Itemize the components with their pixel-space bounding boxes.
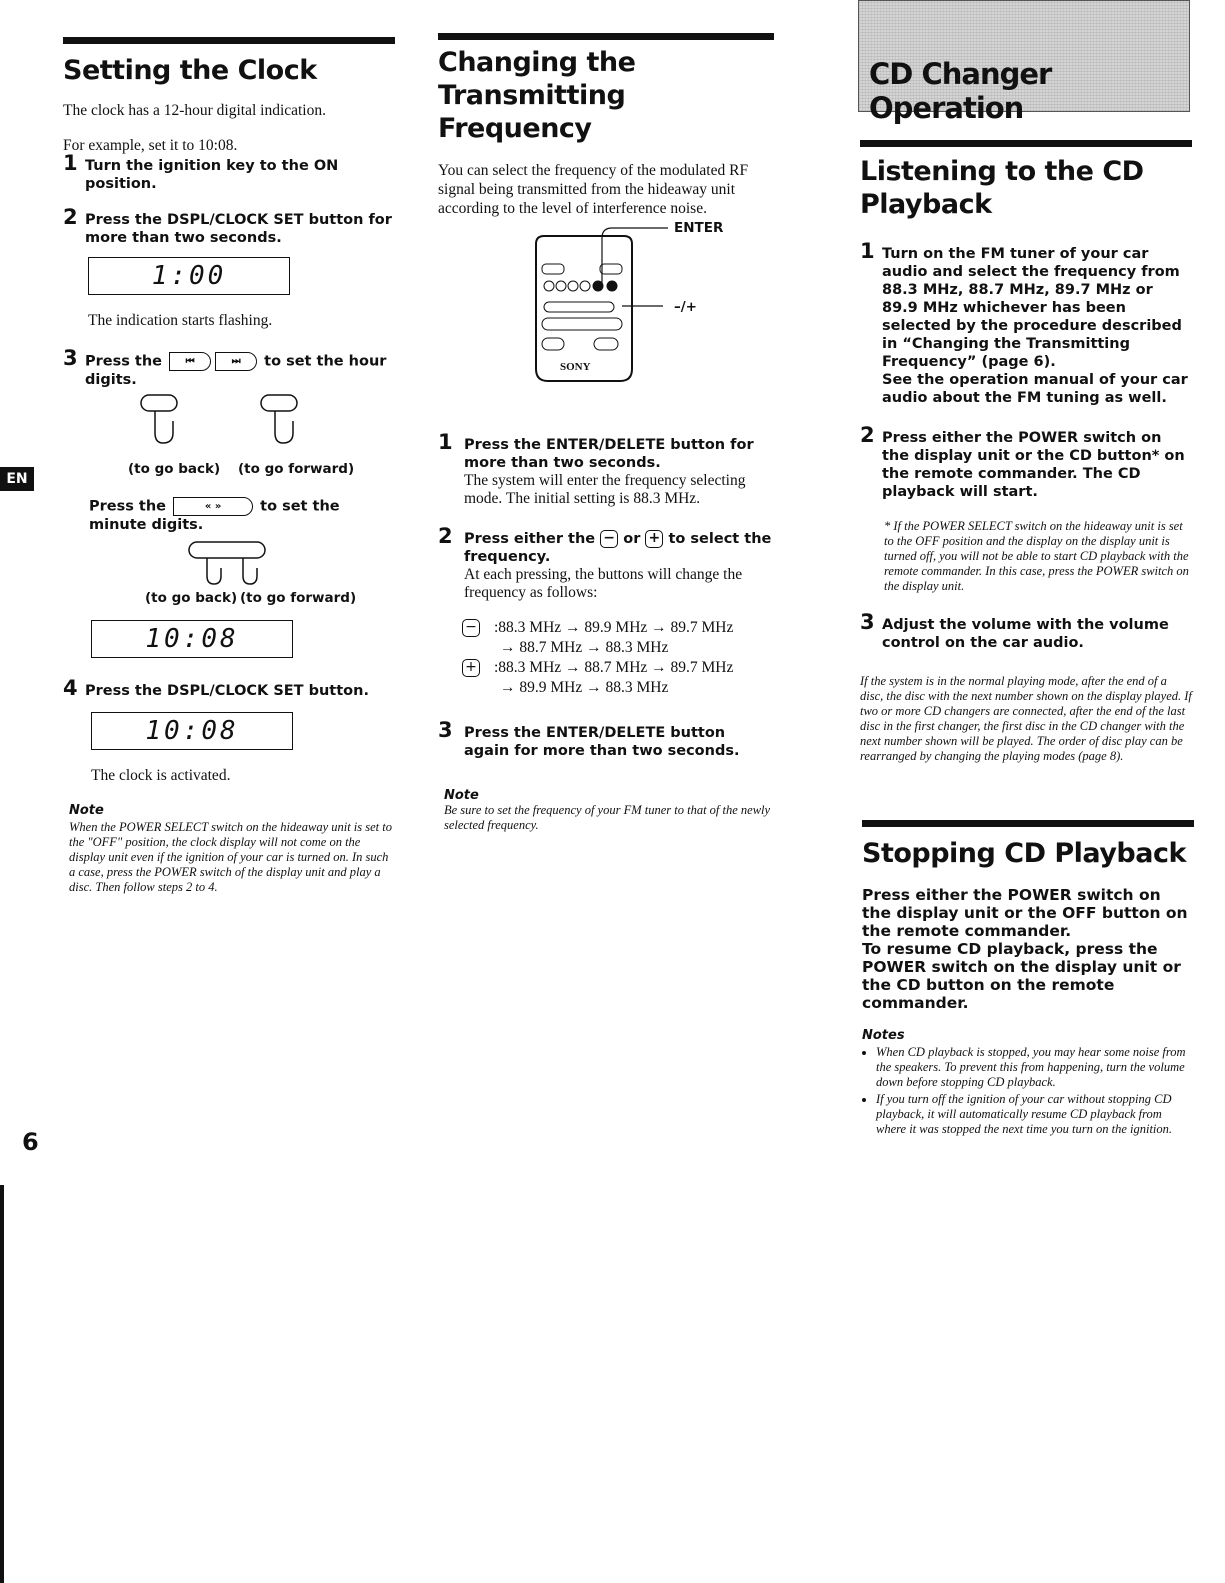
freq-note: Be sure to set the frequency of your FM tuner to that of the newly selected frequency. (444, 803, 771, 832)
freq-note-heading: Note (444, 788, 479, 803)
frequency-sequence: − :88.3 MHz → 89.9 MHz → 89.7 MHz → 88.7 MHz → 88.3 MHz + :88.3 MHz → 88.7 MHz → 89.7 MHz → 89.9 MHz → 88.3 MHz (438, 618, 774, 698)
minute-buttons-illustration (63, 538, 395, 590)
chapter-banner: CD Changer Operation (858, 0, 1190, 112)
flash-text: The indication starts flashing. (88, 312, 273, 329)
language-tab: EN (0, 467, 34, 491)
cd-step-3: 3 Adjust the volume with the volume control on the car audio. (860, 610, 1169, 651)
back-label-2: (to go back) (145, 590, 238, 606)
cd-footnote: * If the POWER SELECT switch on the hideaway unit is set to the OFF position and the display on the display unit is turned off, you will not be able to start CD playback with the remote commander. In this case, press the POWER switch on the display unit. (884, 519, 1189, 593)
frequency-section (438, 33, 774, 833)
cd-step-2: 2 Press either the POWER switch on the display unit or the CD button* on the remote commander. The CD playback will start. (860, 423, 1185, 500)
clock-display-1: 1:00 (88, 257, 290, 295)
note-item: • If you turn off the ignition of your car without stopping CD playback, it will automatically resume CD playback from where it was stopped the next time you turn on the ignition. (876, 1092, 1194, 1137)
clock-example: For example, set it to 10:08. (63, 137, 238, 154)
plus-icon: + (645, 530, 663, 548)
plus-icon: + (462, 659, 480, 677)
clock-note: When the POWER SELECT switch on the hideaway unit is set to the "OFF" position, the clock display will not come on the display unit even if the ignition of your car is turned on. In such a case, press the POWER switch of the display unit and play a disc. Then follow steps 2 to 4. (69, 820, 393, 894)
freq-step-3: 3 Press the ENTER/DELETE button again for more than two seconds. (438, 718, 740, 759)
activated-text: The clock is activated. (91, 767, 231, 784)
hour-buttons-illustration (63, 391, 395, 461)
forward-label: (to go forward) (238, 461, 355, 477)
stop-title: Stopping CD Playback (862, 838, 1186, 869)
remote-brand: SONY (560, 361, 591, 373)
stop-section (862, 820, 1194, 1139)
clock-step-4: 4 Press the DSPL/CLOCK SET button. (63, 676, 369, 700)
stop-notes-heading: Notes (862, 1028, 905, 1043)
rocker-press-icon (185, 538, 285, 588)
stop-text-2: To resume CD playback, press the POWER switch on the display unit or the CD button on the remote commander. (862, 940, 1181, 1012)
section-rule (63, 37, 395, 44)
section-rule (860, 140, 1192, 147)
frequency-intro: You can select the frequency of the modulated RF signal being transmitted from the hideaway unit according to the level of interference noise. (438, 162, 749, 217)
prev-track-button: ⏮ (169, 352, 211, 371)
next-track-button: ⏭ (215, 352, 257, 371)
clock-note-heading: Note (69, 803, 104, 818)
clock-title: Setting the Clock (63, 55, 317, 86)
freq-step-1: 1 Press the ENTER/DELETE button for more than two seconds. The system will enter the frequency selecting mode. The initial setting is 88.3 MHz. (438, 430, 754, 507)
cd-info: If the system is in the normal playing mode, after the end of a disc, the disc with the next number shown on the display played. If two or more CD changers are connected, after the end of the last disc in the first changer, the first disc in the CD changer with the next number shown will be played. The order of disc play can be rearranged by changing the playing modes (page 8). (860, 674, 1192, 763)
back-label: (to go back) (128, 461, 221, 477)
frequency-title: Changing the Transmitting Frequency (438, 47, 636, 144)
clock-display-3: 10:08 (91, 712, 293, 750)
minute-instruction: Press the « » to set the minute digits. (89, 498, 340, 533)
stop-notes (862, 1045, 1194, 1137)
margin-bar (0, 1185, 4, 1583)
remote-illustration (438, 214, 774, 414)
page-number: 6 (22, 1128, 39, 1156)
clock-section (63, 37, 395, 895)
cd-section (860, 140, 1192, 764)
freq-step-2: 2 Press either the − or + to select the frequency. At each pressing, the buttons will change the frequency as follows: (438, 524, 772, 601)
seek-button: « » (173, 497, 253, 516)
finger-press-icon (133, 391, 383, 453)
stop-text-1: Press either the POWER switch on the display unit or the OFF button on the remote commander. (862, 886, 1188, 940)
minus-icon: − (462, 619, 480, 637)
clock-step-2: 2 Press the DSPL/CLOCK SET button for more than two seconds. (63, 205, 392, 246)
note-item: • When CD playback is stopped, you may hear some noise from the speakers. To prevent this from happening, turn the volume down before stopping CD playback. (876, 1045, 1194, 1090)
cd-title: Listening to the CD Playback (860, 156, 1144, 220)
section-rule (862, 820, 1194, 827)
minus-plus-label: –/+ (674, 299, 697, 315)
clock-step-3: 3 Press the ⏮ ⏭ to set the hour digits. (63, 346, 387, 388)
forward-label-2: (to go forward) (240, 590, 357, 606)
clock-step-1: 1 Turn the ignition key to the ON position. (63, 151, 339, 192)
minus-icon: − (600, 530, 618, 548)
remote-commander-icon (528, 214, 768, 414)
cd-step-1: 1 Turn on the FM tuner of your car audio and select the frequency from 88.3 MHz, 88.7 MHz, 89.7 MHz or 89.9 MHz whichever has been selected by the procedure described in “Changing the Transmitting Frequency” (page 6). See the operation manual of your car audio about the FM tuning as well. (860, 239, 1188, 406)
section-rule (438, 33, 774, 40)
clock-intro: The clock has a 12-hour digital indication. (63, 102, 326, 119)
clock-display-2: 10:08 (91, 620, 293, 658)
enter-label: ENTER (674, 220, 724, 236)
